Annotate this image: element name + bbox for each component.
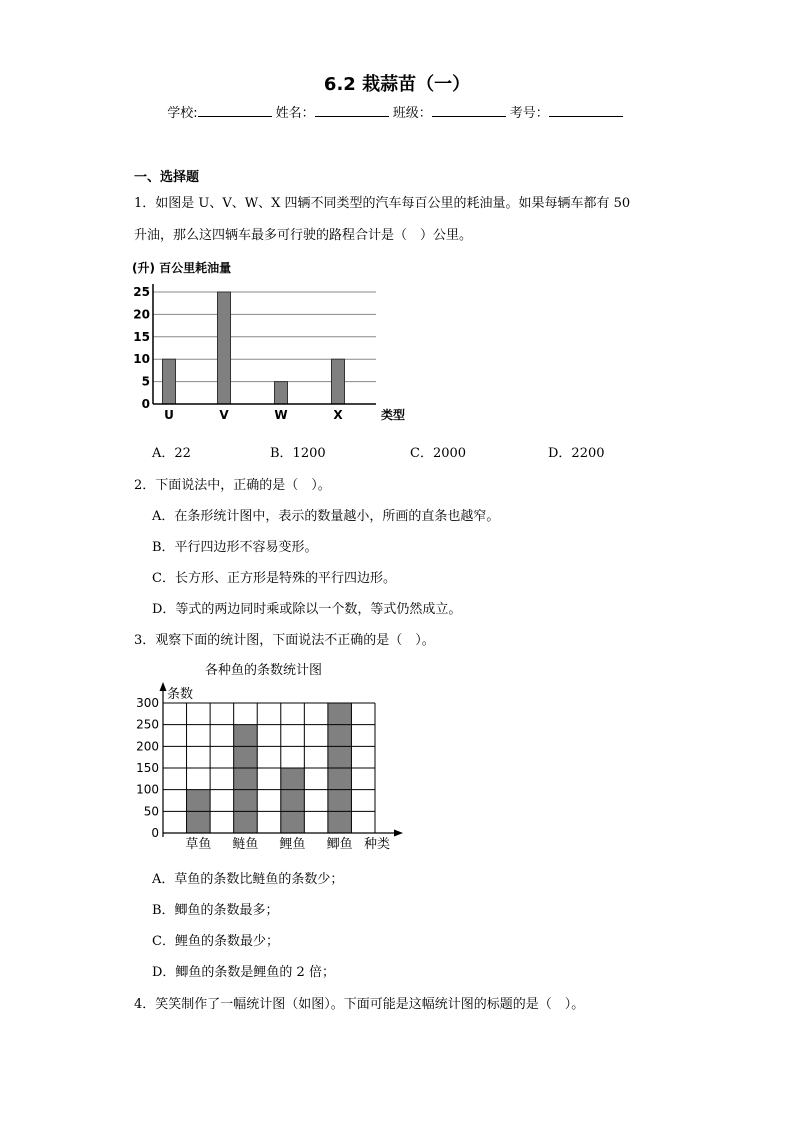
name-field[interactable] [315,104,389,117]
class-field[interactable] [432,104,506,117]
q3-option-a[interactable]: A．草鱼的条数比鲢鱼的条数少； [152,872,344,887]
page-title: 6.2 栽蒜苗（一） [323,74,471,95]
chart2-y-tick-label: 50 [143,804,159,819]
chart1-category-label: V [219,408,229,422]
fuel-consumption-chart [130,256,420,428]
school-label: 学校: [167,106,198,121]
q3-option-d[interactable]: D．鲫鱼的条数是鲤鱼的 2 倍； [152,965,335,980]
chart2-bar [234,725,258,833]
chart2-category-label: 鲫鱼 [326,837,353,852]
chart1-bars [163,292,345,404]
chart1-y-tick-label: 15 [133,329,150,344]
exam-no-field[interactable] [549,104,623,117]
chart1-category-label: U [164,408,174,422]
chart1-y-tick-label: 20 [133,307,150,322]
chart2-category-label: 草鱼 [185,837,212,852]
chart2-y-ticks [136,696,159,840]
student-info-line [0,102,794,121]
school-field[interactable] [198,104,272,117]
chart1-category-label: W [274,408,288,422]
chart2-y-tick-label: 150 [136,761,159,775]
chart2-y-tick-label: 100 [136,782,159,797]
question-2: 2．下面说法中，正确的是（ ）。 [134,478,331,493]
chart2-y-tick-label: 300 [136,696,159,710]
chart1-bar [275,382,288,404]
chart1-bar [332,359,345,404]
chart2-bar [281,768,305,833]
q1-option-c[interactable]: C．2000 [410,446,467,461]
q1-option-b[interactable]: B．1200 [270,446,326,461]
q3-option-c[interactable]: C．鲤鱼的条数最少； [152,934,279,949]
chart1-y-tick-label: 0 [141,397,150,411]
chart2-xlabel: 种类 [364,837,391,852]
q2-option-c[interactable]: C．长方形、正方形是特殊的平行四边形。 [152,571,396,586]
chart1-bar [218,292,231,404]
chart2-categories [185,837,352,852]
chart1-y-tick-label: 25 [133,285,150,299]
chart1-y-tick-label: 10 [133,352,150,367]
fish-count-chart [130,656,410,856]
question-1-line-2: 升油，那么这四辆车最多可行驶的路程合计是（ ）公里。 [134,228,473,243]
chart2-x-arrow [394,830,403,837]
question-4: 4．笑笑制作了一幅统计图（如图）。下面可能是这幅统计图的标题的是（ ）。 [134,997,585,1012]
chart1-categories [164,408,343,422]
exam-no-label: 考号： [509,106,549,121]
chart1-bar [163,359,176,404]
chart2-y-arrow [160,682,167,691]
chart2-title: 各种鱼的条数统计图 [205,663,323,678]
chart2-category-label: 鲤鱼 [279,837,306,852]
chart1-xlabel: 类型 [381,408,406,422]
chart2-category-label: 鲢鱼 [232,837,259,852]
q2-option-a[interactable]: A．在条形统计图中，表示的数量越小，所画的直条也越窄。 [152,509,500,524]
q2-option-d[interactable]: D．等式的两边同时乘或除以一个数，等式仍然成立。 [152,602,462,617]
chart1-category-label: X [333,408,343,422]
chart1-y-ticks [133,285,150,411]
section-heading: 一、选择题 [134,170,200,185]
q1-option-a[interactable]: A．22 [152,446,191,461]
chart1-title: (升) 百公里耗油量 [132,261,232,275]
question-1-line-1: 1．如图是 U、V、W、X 四辆不同类型的汽车每百公里的耗油量。如果每辆车都有 50 [134,196,631,211]
name-label: 姓名： [275,106,315,121]
question-3: 3．观察下面的统计图，下面说法不正确的是（ ）。 [134,633,435,648]
q3-option-b[interactable]: B．鲫鱼的条数最多； [152,903,279,918]
chart2-y-tick-label: 200 [136,739,159,754]
q1-option-d[interactable]: D．2200 [548,446,605,461]
chart2-y-tick-label: 0 [151,826,159,840]
q2-option-b[interactable]: B．平行四边形不容易变形。 [152,540,318,555]
chart1-y-tick-label: 5 [141,374,150,389]
class-label: 班级： [392,106,432,121]
chart2-ylabel: 条数 [167,687,194,702]
chart2-y-tick-label: 250 [136,717,159,732]
